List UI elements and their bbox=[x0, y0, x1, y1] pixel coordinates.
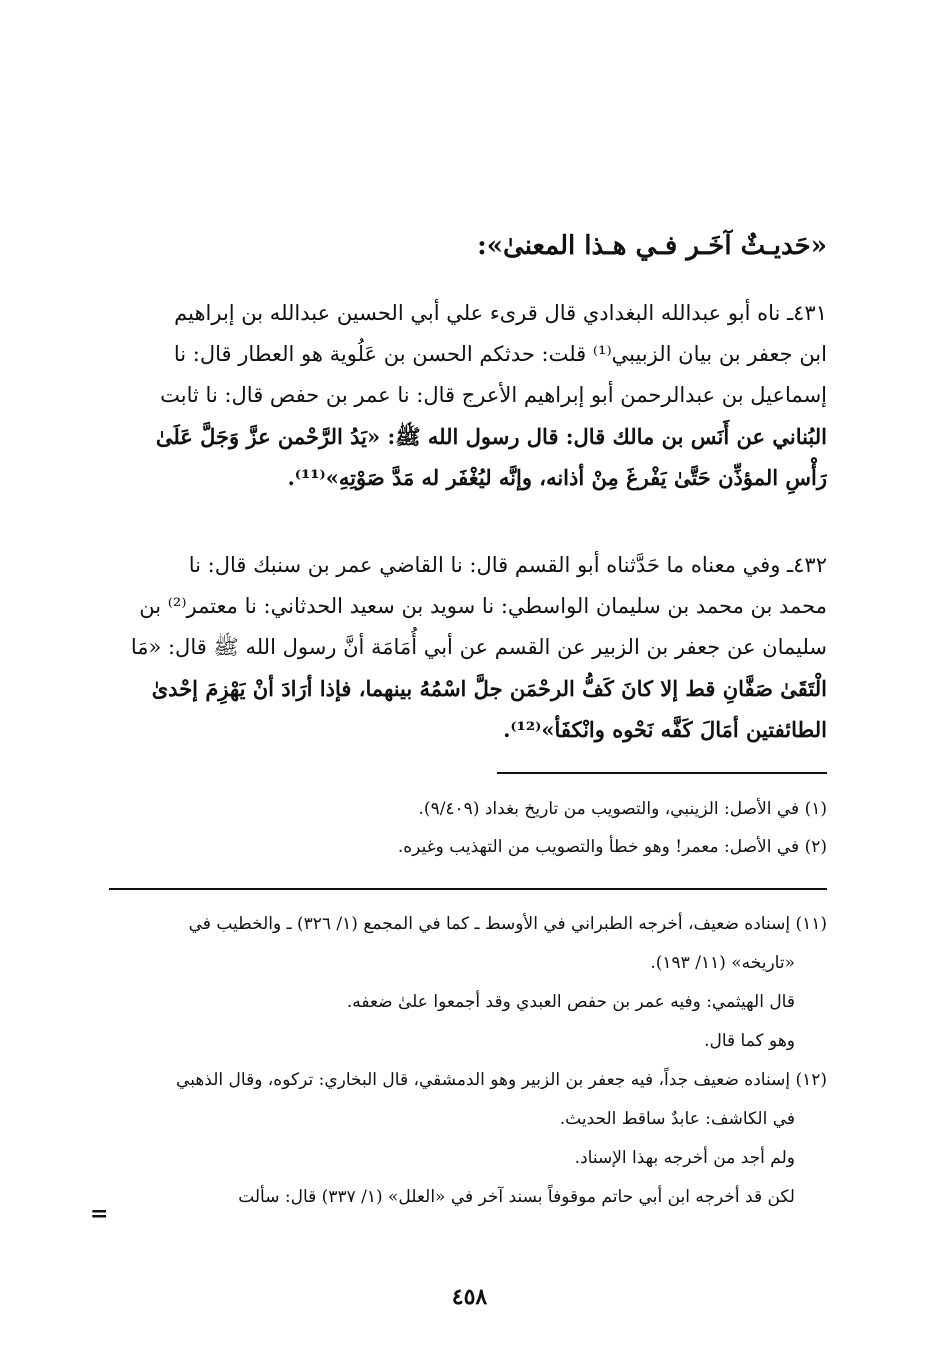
hadith-432-line: سليمان عن جعفر بن الزبير عن القسم عن أبي أُمَامَة أنَّ رسول الله ﷺ قال: «مَا bbox=[130, 635, 827, 659]
takhrij-line: «تاريخه» (١١/ ١٩٣). bbox=[650, 953, 795, 973]
editor-footnotes bbox=[109, 790, 827, 866]
takhrij-line: (١٢) إسناده ضعيف جداً، فيه جعفر بن الزبير وهو الدمشقي، قال البخاري: تركوه، وقال الذهبي bbox=[176, 1070, 827, 1090]
hadith-431 bbox=[109, 293, 827, 498]
takhrij-line: في الكاشف: عابدٌ ساقط الحديث. bbox=[559, 1109, 795, 1129]
takhrij-line: لكن قد أخرجه ابن أبي حاتم موقوفاً بسند آخر في «العلل» (١/ ٣٣٧) قال: سألت bbox=[238, 1187, 795, 1207]
footnote: (١) في الأصل: الزينبي، والتصويب من تاريخ بغداد (٩/٤٠٩). bbox=[418, 799, 827, 819]
continuation-mark: = bbox=[90, 1201, 109, 1227]
hadith-432 bbox=[109, 545, 827, 750]
hadith-431-line: رَأْسِ المؤذِّن حَتَّىٰ يَفْرغَ مِنْ أذانه، وإنَّه ليُغْفَر له مَدَّ صَوْتِهِ»⁽¹¹⁾. bbox=[287, 465, 827, 490]
takhrij-line: (١١) إسناده ضعيف، أخرجه الطبراني في الأوسط ـ كما في المجمع (١/ ٣٢٦) ـ والخطيب في bbox=[188, 914, 827, 934]
hadith-431-line: إسماعيل بن عبدالرحمن أبو إبراهيم الأعرج قال: نا عمر بن حفص قال: نا ثابت bbox=[160, 383, 827, 407]
hadith-432-line: الطائفتين أمَالَ كَفَّه نَحْوه وانْكفَأ»⁽¹²⁾. bbox=[503, 717, 827, 742]
takhrij-line: وهو كما قال. bbox=[704, 1031, 795, 1051]
hadith-432-line: ٤٣٢ـ وفي معناه ما حَدَّثناه أبو القسم قال: نا القاضي عمر بن سنبك قال: نا bbox=[188, 553, 827, 577]
takhrij-divider bbox=[109, 888, 827, 890]
takhrij-line: قال الهيثمي: وفيه عمر بن حفص العبدي وقد أجمعوا علىٰ ضعفه. bbox=[346, 992, 795, 1012]
hadith-432-line: الْتَقَىٰ صَفَّانِ قط إلا كانَ كَفُّ الرحْمَن جلَّ اسْمُهُ بينهما، فإذا أرَادَ أنْ يَهْزِمَ إحْدىٰ bbox=[151, 676, 827, 701]
footnote-divider bbox=[497, 772, 827, 774]
footnote: (٢) في الأصل: معمر! وهو خطأ والتصويب من التهذيب وغيره. bbox=[397, 837, 827, 857]
hadith-431-line: ابن جعفر بن بيان الزبيبي⁽¹⁾ قلت: حدثكم الحسن بن عَلُوية هو العطار قال: نا bbox=[173, 342, 827, 366]
page-number: ٤٥٨ bbox=[451, 1284, 488, 1310]
takhrij-footnotes bbox=[109, 905, 827, 1217]
hadith-431-line: البُناني عن أَنَس بن مالك قال: قال رسول الله ﷺ: «يَدُ الرَّحْمن عزَّ وَجَلَّ عَلَىٰ bbox=[155, 424, 827, 449]
hadith-432-line: محمد بن محمد بن سليمان الواسطي: نا سويد بن سعيد الحدثاني: نا معتمر⁽²⁾ بن bbox=[139, 594, 827, 618]
hadith-431-line: ٤٣١ـ ناه أبو عبدالله البغدادي قال قرىء علي أبي الحسين عبدالله بن إبراهيم bbox=[174, 301, 827, 325]
section-heading: «حَديـثٌ آخَـر فـي هـذا المعنىٰ»: bbox=[477, 231, 827, 261]
takhrij-line: ولم أجد من أخرجه بهذا الإسناد. bbox=[574, 1148, 795, 1168]
